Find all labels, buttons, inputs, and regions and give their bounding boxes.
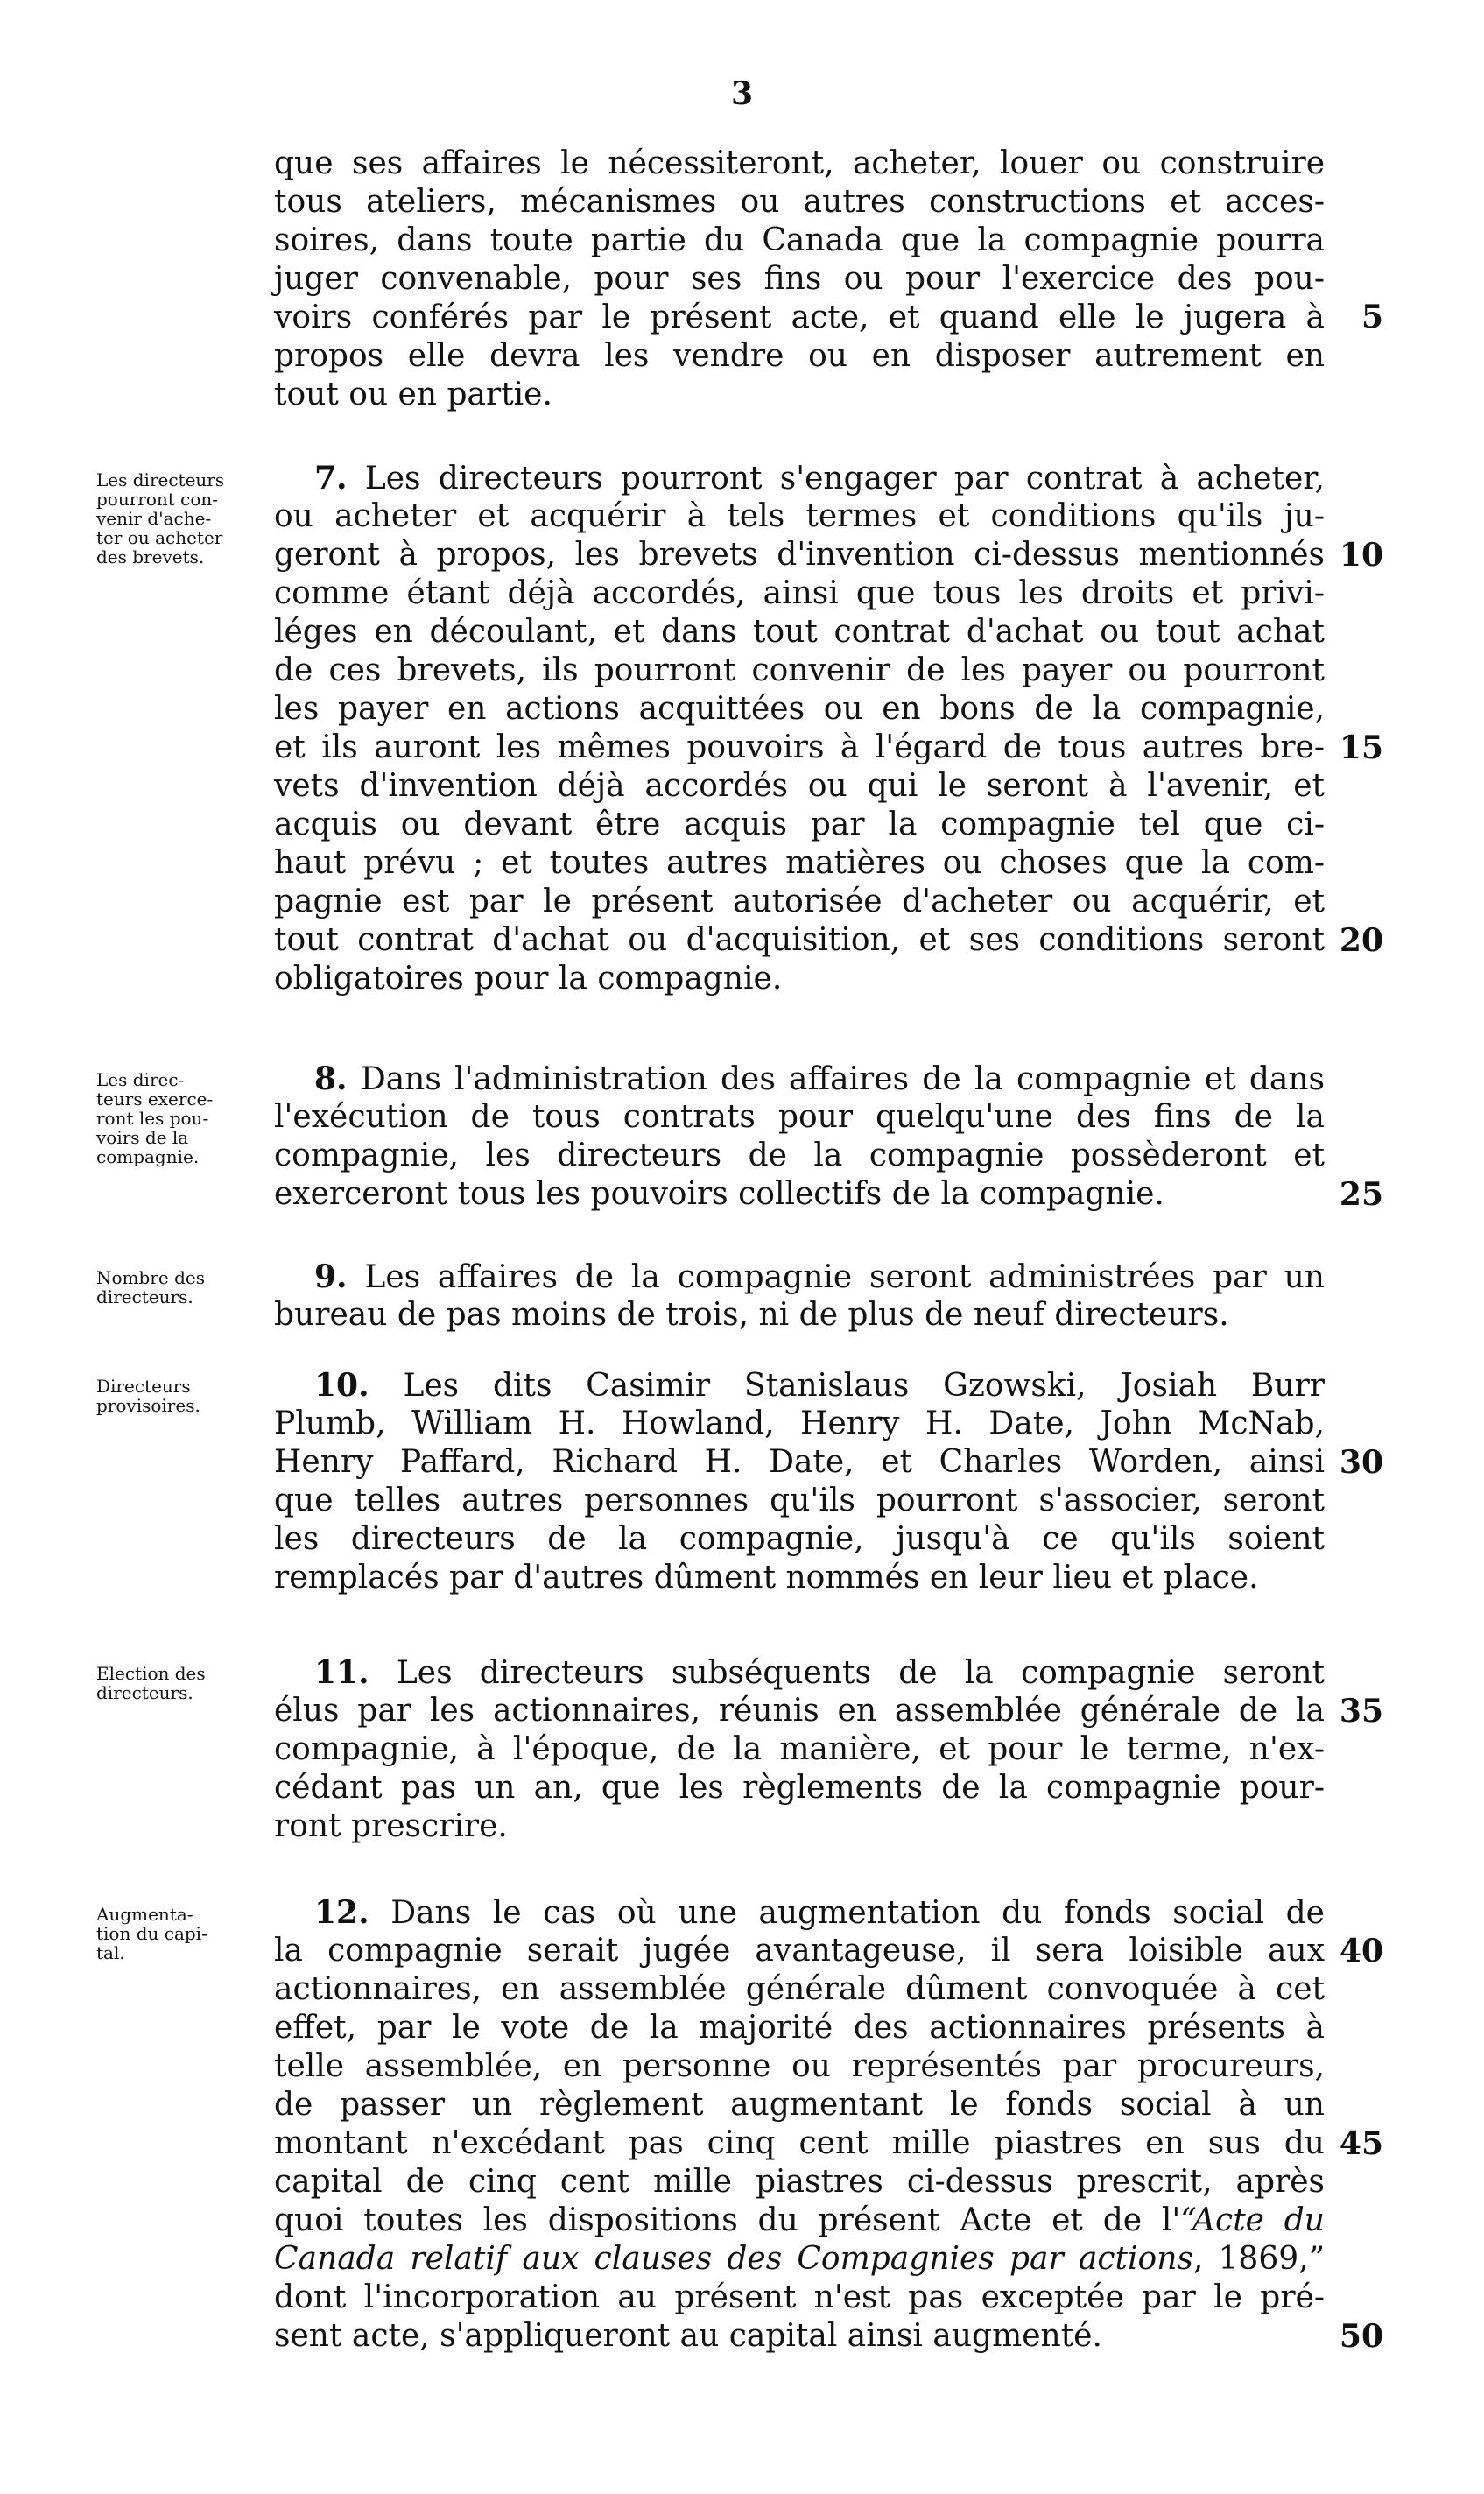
- text-line: telle assemblée, en personne ou représentés par procureurs,: [274, 2048, 1325, 2084]
- text-line: actionnaires, en assemblée générale dûment convoquée à cet: [274, 1971, 1325, 2007]
- margin-note-line: venir d'ache-: [96, 508, 212, 529]
- margin-note-line: Augmenta-: [96, 1904, 193, 1925]
- margin-note-line: tal.: [96, 1942, 125, 1963]
- line-number: 5: [1361, 299, 1383, 335]
- line-number: 35: [1339, 1693, 1383, 1730]
- text-line: vets d'invention déjà accordés ou qui le seront à l'avenir, et: [274, 768, 1325, 804]
- page-number: 3: [730, 75, 754, 112]
- text-line: tout ou en partie.: [274, 377, 552, 412]
- margin-note-line: pourront con-: [96, 489, 219, 510]
- section-number: 7.: [314, 460, 348, 497]
- line-number: 40: [1339, 1933, 1383, 1969]
- text-line: voirs conférés par le présent acte, et quand elle le jugera à: [274, 299, 1325, 335]
- margin-note-line: voirs de la: [96, 1127, 189, 1148]
- text-line: 9. Les affaires de la compagnie seront administrées par un: [314, 1258, 1325, 1295]
- text-line: effet, par le vote de la majorité des actionnaires présents à: [274, 2010, 1325, 2046]
- section-11-paragraph: [274, 1653, 1325, 1846]
- italic-title: Canada relatif aux clauses des Compagnies par actions: [274, 2241, 1193, 2277]
- text-line: élus par les actionnaires, réunis en assemblée générale de la: [274, 1693, 1325, 1729]
- margin-note-line: Nombre des: [96, 1267, 205, 1288]
- text-line: 10. Les dits Casimir Stanislaus Gzowski, Josiah Burr: [314, 1367, 1325, 1404]
- text-line: comme étant déjà accordés, ainsi que tous les droits et privi-: [274, 575, 1325, 611]
- margin-note-line: compagnie.: [96, 1146, 200, 1167]
- line-number: 15: [1339, 729, 1383, 766]
- section-8-paragraph: [274, 1060, 1325, 1214]
- text-line: et ils auront les mêmes pouvoirs à l'égard de tous autres bre-: [274, 729, 1325, 765]
- italic-title: “Acte du: [1180, 2202, 1325, 2238]
- section-10-paragraph: [274, 1366, 1325, 1597]
- text-line: quoi toutes les dispositions du présent Acte et de l'“Acte du: [274, 2202, 1325, 2238]
- margin-note-section-8: [96, 1070, 263, 1166]
- text-line: sent acte, s'appliqueront au capital ainsi augmenté.: [274, 2318, 1102, 2354]
- margin-note-line: teurs exerce-: [96, 1088, 214, 1110]
- text-line: cédant pas un an, que les règlements de la compagnie pour-: [274, 1770, 1325, 1806]
- text-line: tous ateliers, mécanismes ou autres constructions et acces-: [274, 184, 1325, 220]
- margin-note-line: ter ou acheter: [96, 527, 223, 548]
- text-line: propos elle devra les vendre ou en disposer autrement en: [274, 338, 1325, 374]
- line-number: 20: [1339, 922, 1383, 959]
- intro-paragraph: [274, 144, 1325, 414]
- text-line: Canada relatif aux clauses des Compagnies par actions, 1869,”: [274, 2241, 1325, 2277]
- text-line: ront prescrire.: [274, 1808, 508, 1844]
- text-line: de ces brevets, ils pourront convenir de les payer ou pourront: [274, 652, 1325, 688]
- section-12-paragraph: [274, 1893, 1325, 2356]
- text-line: compagnie, les directeurs de la compagnie possèderont et: [274, 1138, 1325, 1173]
- line-number: 45: [1339, 2125, 1383, 2162]
- margin-note-line: des brevets.: [96, 546, 205, 567]
- text-line: dont l'incorporation au présent n'est pas exceptée par le pré-: [274, 2279, 1325, 2315]
- text-line: l'exécution de tous contrats pour quelqu'une des fins de la: [274, 1099, 1325, 1135]
- text-line: exerceront tous les pouvoirs collectifs de la compagnie.: [274, 1176, 1164, 1212]
- text-line: remplacés par d'autres dûment nommés en leur lieu et place.: [274, 1560, 1259, 1596]
- margin-note-line: Election des: [96, 1663, 206, 1684]
- section-7-paragraph: [274, 459, 1325, 998]
- section-number: 12.: [314, 1894, 369, 1931]
- text-line: Henry Paffard, Richard H. Date, et Charles Worden, ainsi: [274, 1444, 1325, 1480]
- text-line: que telles autres personnes qu'ils pourront s'associer, seront: [274, 1483, 1325, 1518]
- text-line: 7. Les directeurs pourront s'engager par contrat à acheter,: [314, 460, 1325, 497]
- section-number: 10.: [314, 1367, 369, 1404]
- margin-note-line: tion du capi-: [96, 1923, 207, 1944]
- text-line: les directeurs de la compagnie, jusqu'à ce qu'ils soient: [274, 1521, 1325, 1557]
- margin-note-line: directeurs.: [96, 1286, 193, 1307]
- text-line: acquis ou devant être acquis par la compagnie tel que ci-: [274, 807, 1325, 842]
- section-number: 11.: [314, 1654, 369, 1691]
- margin-note-section-10: [96, 1377, 263, 1415]
- text-line: 11. Les directeurs subséquents de la compagnie seront: [314, 1654, 1325, 1691]
- text-line: pagnie est par le présent autorisée d'acheter ou acquérir, et: [274, 884, 1325, 919]
- section-9-paragraph: [274, 1258, 1325, 1335]
- text-line: léges en découlant, et dans tout contrat d'achat ou tout achat: [274, 614, 1325, 650]
- margin-note-line: ront les pou-: [96, 1108, 209, 1129]
- margin-note-line: Les direc-: [96, 1069, 185, 1090]
- text-line: la compagnie serait jugée avantageuse, il sera loisible aux: [274, 1933, 1325, 1969]
- line-number: 50: [1339, 2318, 1383, 2355]
- text-line: juger convenable, pour ses fins ou pour l'exercice des pou-: [274, 261, 1325, 297]
- margin-note-section-11: [96, 1664, 263, 1702]
- text-line: montant n'excédant pas cinq cent mille piastres en sus du: [274, 2125, 1325, 2161]
- margin-note-line: Les directeurs: [96, 469, 225, 490]
- text-line: obligatoires pour la compagnie.: [274, 961, 783, 997]
- margin-note-line: Directeurs: [96, 1376, 191, 1397]
- text-line: compagnie, à l'époque, de la manière, et pour le terme, n'ex-: [274, 1731, 1325, 1767]
- text-line: capital de cinq cent mille piastres ci-dessus prescrit, après: [274, 2164, 1325, 2200]
- text-line: bureau de pas moins de trois, ni de plus de neuf directeurs.: [274, 1297, 1229, 1333]
- text-line: de passer un règlement augmentant le fonds social à un: [274, 2087, 1325, 2123]
- margin-note-section-7: [96, 470, 263, 567]
- text-line: ou acheter et acquérir à tels termes et conditions qu'ils ju-: [274, 498, 1325, 534]
- text-line: geront à propos, les brevets d'invention ci-dessus mentionnés: [274, 537, 1325, 573]
- text-line: tout contrat d'achat ou d'acquisition, et ses conditions seront: [274, 922, 1325, 958]
- text-line: 12. Dans le cas où une augmentation du fonds social de: [314, 1894, 1325, 1931]
- line-number: 10: [1339, 537, 1383, 574]
- line-number: 25: [1339, 1176, 1383, 1213]
- text-line: les payer en actions acquittées ou en bons de la compagnie,: [274, 691, 1325, 727]
- text-line: Plumb, William H. Howland, Henry H. Date, John McNab,: [274, 1406, 1325, 1441]
- margin-note-section-12: [96, 1905, 263, 1962]
- section-number: 9.: [314, 1258, 348, 1295]
- text-line: haut prévu ; et toutes autres matières ou choses que la com-: [274, 845, 1325, 881]
- margin-note-section-9: [96, 1268, 263, 1307]
- margin-note-line: directeurs.: [96, 1682, 193, 1703]
- text-line: soires, dans toute partie du Canada que la compagnie pourra: [274, 222, 1325, 258]
- section-number: 8.: [314, 1060, 348, 1097]
- line-number: 30: [1339, 1444, 1383, 1481]
- text-line: que ses affaires le nécessiteront, acheter, louer ou construire: [274, 145, 1325, 181]
- margin-note-line: provisoires.: [96, 1395, 200, 1416]
- text-line: 8. Dans l'administration des affaires de la compagnie et dans: [314, 1060, 1325, 1097]
